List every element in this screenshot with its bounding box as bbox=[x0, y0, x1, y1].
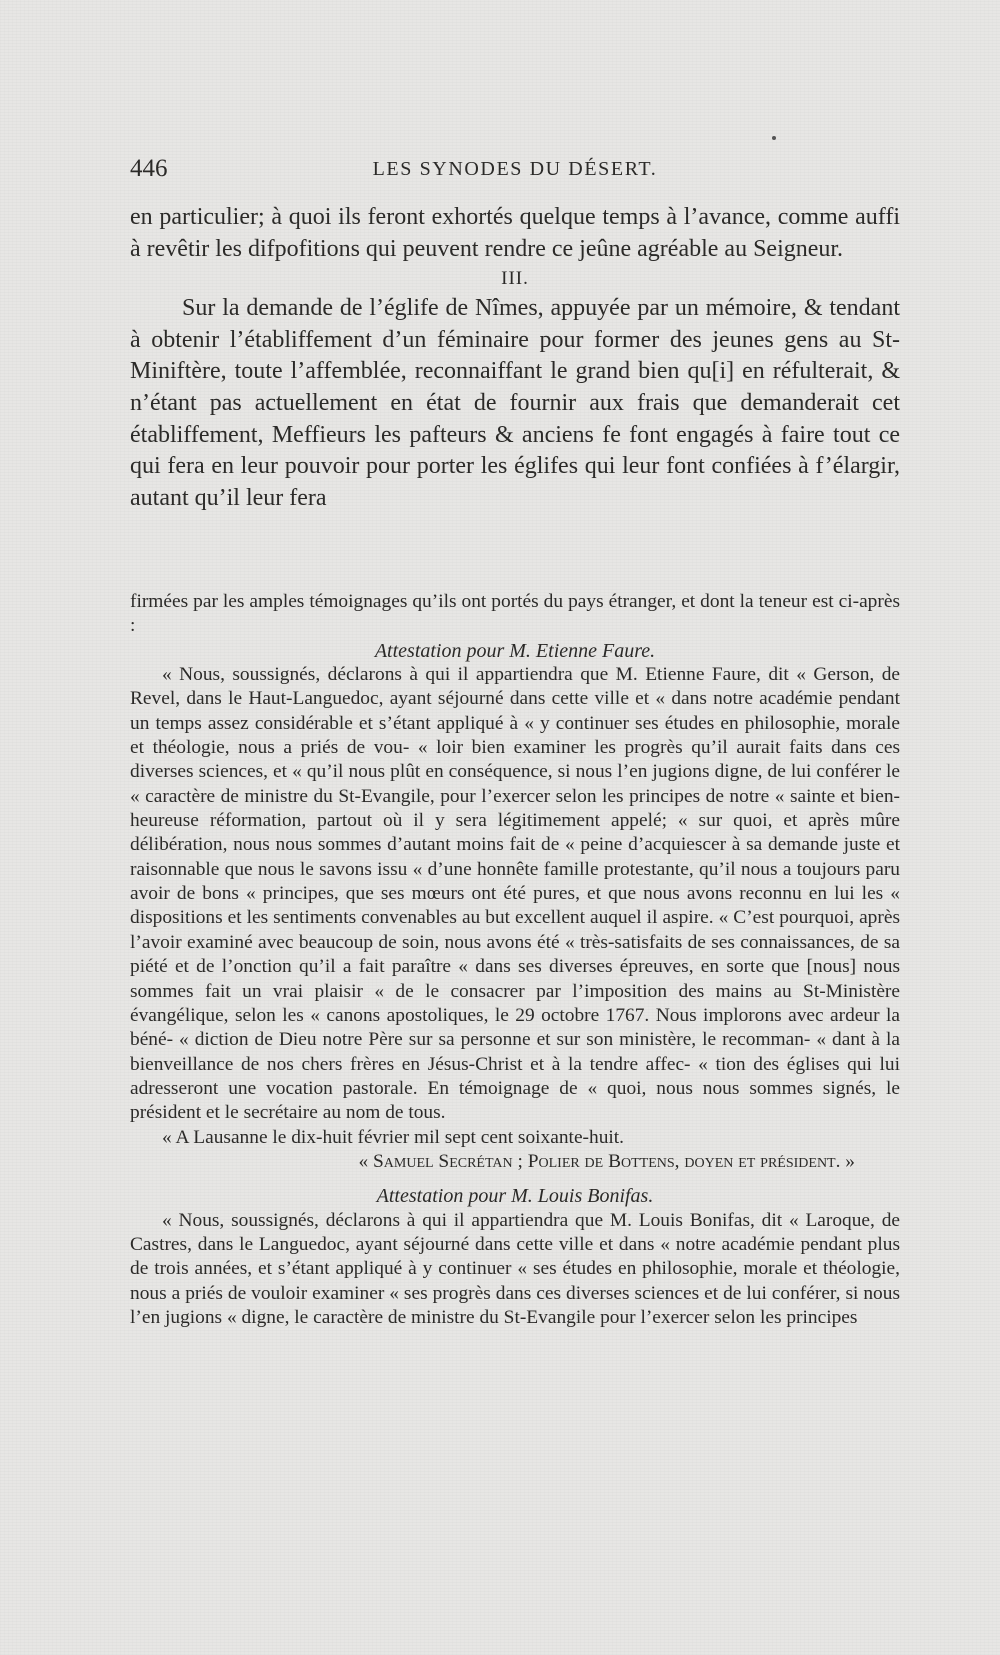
section-paragraph: Sur la demande de l’églife de Nîmes, appuyée par un mémoire, & tendant à obtenir l’établiffement d’un féminaire pour former des jeunes gens au St-Miniftère, toute l’affemblée, reconnaiffant le grand bien qu[i] en réfulterait, & n’étant pas actuellement en état de fournir aux frais que demanderait cet établiffement, Meffieurs les pafteurs & anciens fe font engagés à faire tout ce qui fera en leur pouvoir pour porter les églifes qui leur font confiées à f’élargir, autant qu’il leur fera bbox=[130, 295, 900, 511]
running-title: LES SYNODES DU DÉSERT. bbox=[372, 158, 658, 180]
lower-text-block bbox=[130, 590, 900, 1330]
attestation-signature: « Samuel Secrétan ; Polier de Bottens, doyen et président. » bbox=[358, 1150, 855, 1172]
page-header bbox=[130, 155, 900, 185]
continuation-paragraph: en particulier; à quoi ils feront exhortés quelque temps à l’avance, comme auffi à revêtir les difpofitions qui peuvent rendre ce jeûne agréable au Seigneur. bbox=[130, 204, 900, 262]
ink-speck bbox=[772, 136, 776, 140]
attestation-body: « Nous, soussignés, déclarons à qui il appartiendra que M. Louis Bonifas, dit « Laroque, de Castres, dans le Languedoc, ayant séjourné dans cette ville et dans « notre académie pendant plus de trois années, et s’étant appliqué à y continuer « ses études en philosophie, morale et théologie, nous a priés de vouloir examiner « ses progrès dans ces diverses sciences et de lui conférer, si nous l’en jugions « digne, le caractère de ministre du St-Evangile pour l’exercer selon les principes bbox=[130, 1209, 900, 1328]
section-number: III. bbox=[501, 268, 529, 290]
intro-paragraph: firmées par les amples témoignages qu’ils ont portés du pays étranger, et dont la teneur est ci-après : bbox=[130, 591, 900, 637]
upper-text-block bbox=[130, 202, 900, 514]
attestation-heading: Attestation pour M. Etienne Faure. bbox=[374, 639, 656, 662]
attestation-heading: Attestation pour M. Louis Bonifas. bbox=[376, 1185, 654, 1208]
page-number: 446 bbox=[130, 155, 168, 182]
attestation-date-line: « A Lausanne le dix-huit février mil sept cent soixante-huit. bbox=[162, 1126, 625, 1148]
attestation-body: « Nous, soussignés, déclarons à qui il appartiendra que M. Etienne Faure, dit « Gerson, de Revel, dans le Haut-Languedoc, ayant séjourné dans cette ville et « dans notre académie pendant un temps assez considérable et s’étant appliqué à « y continuer ses études en philosophie, morale et théologie, nous a priés de vou- « loir bien examiner les progrès qu’il aurait faits dans ces diverses sciences, et « qu’il nous plût en conséquence, si nous l’en jugions digne, de lui conférer le « caractère de ministre du St-Evangile, pour l’exercer selon les principes de notre « sainte et bien-heureuse réformation, partout où il y sera légitimement appelé; « sur quoi, et après mûre délibération, nous nous sommes d’autant moins fait de « peine d’acquiescer à sa demande juste et raisonnable que nous le savons issu « d’une honnête famille protestante, qu’il nous a toujours paru avoir de bons « principes, que ses mœurs ont été pures, et que nous avons reconnu en lui les « dispositions et les sentiments convenables au but excellent auquel il aspire. « C’est pourquoi, après l’avoir examiné avec beaucoup de soin, nous avons été « très-satisfaits de ses connaissances, de sa piété et de l’onction qu’il a fait paraître « dans ses diverses épreuves, en sorte que [nous] nous sommes fait un vrai plaisir « de le consacrer par l’imposition des mains au St-Ministère évangélique, selon les « canons apostoliques, le 29 octobre 1767. Nous implorons avec ardeur la béné- « diction de Dieu notre Père sur sa personne et sur son ministère, le recomman- « dant à la bienveillance de nos chers frères en Jésus-Christ et à la tendre affec- « tion des églises qui lui adresseront une vocation pastorale. En témoignage de « quoi, nous nous sommes signés, le président et le secrétaire au nom de tous. bbox=[130, 664, 900, 1124]
